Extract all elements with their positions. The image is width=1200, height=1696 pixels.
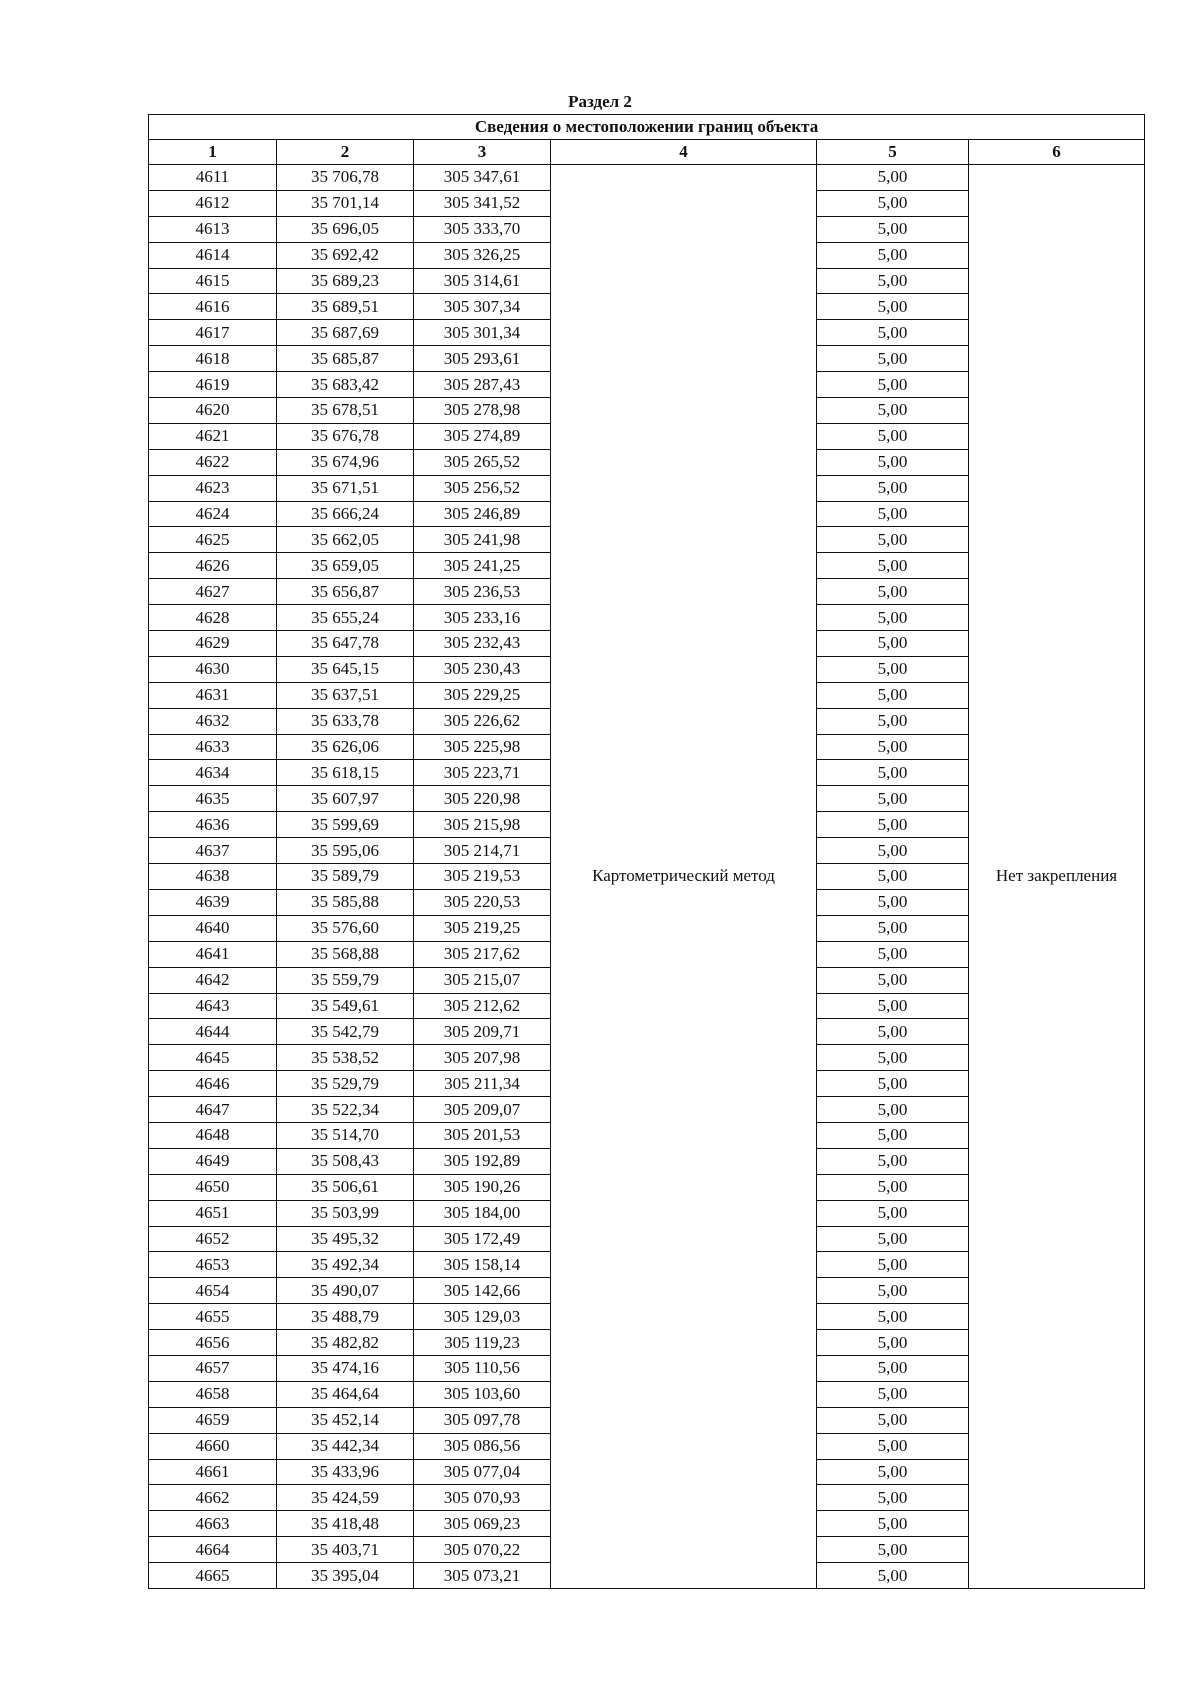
- coordinate-x: 35 492,34: [277, 1252, 414, 1278]
- accuracy-value: 5,00: [817, 864, 969, 890]
- accuracy-value: 5,00: [817, 268, 969, 294]
- point-number: 4663: [149, 1511, 277, 1537]
- accuracy-value: 5,00: [817, 1019, 969, 1045]
- accuracy-value: 5,00: [817, 967, 969, 993]
- coordinate-x: 35 538,52: [277, 1045, 414, 1071]
- point-number: 4625: [149, 527, 277, 553]
- accuracy-value: 5,00: [817, 1071, 969, 1097]
- coordinate-y: 305 246,89: [414, 501, 551, 527]
- point-number: 4637: [149, 838, 277, 864]
- point-number: 4646: [149, 1071, 277, 1097]
- coordinate-x: 35 503,99: [277, 1200, 414, 1226]
- accuracy-value: 5,00: [817, 423, 969, 449]
- accuracy-value: 5,00: [817, 1278, 969, 1304]
- point-number: 4627: [149, 579, 277, 605]
- coordinate-y: 305 229,25: [414, 682, 551, 708]
- point-number: 4664: [149, 1537, 277, 1563]
- accuracy-value: 5,00: [817, 1330, 969, 1356]
- accuracy-value: 5,00: [817, 1459, 969, 1485]
- point-number: 4612: [149, 190, 277, 216]
- coordinate-y: 305 142,66: [414, 1278, 551, 1304]
- coordinate-x: 35 488,79: [277, 1304, 414, 1330]
- point-number: 4659: [149, 1407, 277, 1433]
- table-body: [149, 165, 1145, 1589]
- coordinate-y: 305 097,78: [414, 1407, 551, 1433]
- coordinate-x: 35 559,79: [277, 967, 414, 993]
- coordinate-x: 35 647,78: [277, 631, 414, 657]
- coordinate-y: 305 232,43: [414, 631, 551, 657]
- coordinate-y: 305 207,98: [414, 1045, 551, 1071]
- accuracy-value: 5,00: [817, 449, 969, 475]
- column-number: 3: [414, 140, 551, 165]
- coordinate-y: 305 209,07: [414, 1097, 551, 1123]
- fixing-cell: Нет закрепления: [969, 165, 1145, 1589]
- coordinate-y: 305 293,61: [414, 346, 551, 372]
- point-number: 4640: [149, 915, 277, 941]
- coordinate-y: 305 225,98: [414, 734, 551, 760]
- accuracy-value: 5,00: [817, 1537, 969, 1563]
- point-number: 4653: [149, 1252, 277, 1278]
- coordinate-x: 35 495,32: [277, 1226, 414, 1252]
- coordinate-x: 35 701,14: [277, 190, 414, 216]
- coordinate-y: 305 201,53: [414, 1122, 551, 1148]
- coordinate-y: 305 069,23: [414, 1511, 551, 1537]
- accuracy-value: 5,00: [817, 579, 969, 605]
- coordinate-y: 305 215,98: [414, 812, 551, 838]
- coordinate-y: 305 265,52: [414, 449, 551, 475]
- coordinate-x: 35 618,15: [277, 760, 414, 786]
- point-number: 4650: [149, 1174, 277, 1200]
- coordinate-x: 35 433,96: [277, 1459, 414, 1485]
- column-number: 1: [149, 140, 277, 165]
- point-number: 4621: [149, 423, 277, 449]
- point-number: 4641: [149, 941, 277, 967]
- point-number: 4635: [149, 786, 277, 812]
- coordinate-y: 305 103,60: [414, 1381, 551, 1407]
- coordinate-x: 35 678,51: [277, 398, 414, 424]
- coordinate-y: 305 158,14: [414, 1252, 551, 1278]
- coordinate-x: 35 506,61: [277, 1174, 414, 1200]
- accuracy-value: 5,00: [817, 760, 969, 786]
- accuracy-value: 5,00: [817, 1252, 969, 1278]
- coordinate-x: 35 676,78: [277, 423, 414, 449]
- accuracy-value: 5,00: [817, 501, 969, 527]
- coordinate-x: 35 529,79: [277, 1071, 414, 1097]
- accuracy-value: 5,00: [817, 242, 969, 268]
- point-number: 4648: [149, 1122, 277, 1148]
- coordinate-y: 305 236,53: [414, 579, 551, 605]
- coordinate-x: 35 626,06: [277, 734, 414, 760]
- point-number: 4617: [149, 320, 277, 346]
- point-number: 4615: [149, 268, 277, 294]
- table-caption: Сведения о местоположении границ объекта: [149, 115, 1145, 140]
- coordinate-y: 305 278,98: [414, 398, 551, 424]
- coordinate-x: 35 514,70: [277, 1122, 414, 1148]
- accuracy-value: 5,00: [817, 216, 969, 242]
- coordinate-y: 305 314,61: [414, 268, 551, 294]
- point-number: 4631: [149, 682, 277, 708]
- accuracy-value: 5,00: [817, 1226, 969, 1252]
- coordinate-y: 305 219,53: [414, 864, 551, 890]
- coordinate-y: 305 119,23: [414, 1330, 551, 1356]
- coordinate-x: 35 696,05: [277, 216, 414, 242]
- coordinate-y: 305 073,21: [414, 1563, 551, 1589]
- point-number: 4619: [149, 372, 277, 398]
- coordinate-y: 305 241,98: [414, 527, 551, 553]
- point-number: 4616: [149, 294, 277, 320]
- coordinate-y: 305 219,25: [414, 915, 551, 941]
- coordinate-x: 35 599,69: [277, 812, 414, 838]
- coordinate-y: 305 184,00: [414, 1200, 551, 1226]
- coordinate-x: 35 633,78: [277, 708, 414, 734]
- point-number: 4630: [149, 656, 277, 682]
- coordinate-y: 305 326,25: [414, 242, 551, 268]
- accuracy-value: 5,00: [817, 812, 969, 838]
- coordinate-x: 35 637,51: [277, 682, 414, 708]
- accuracy-value: 5,00: [817, 1511, 969, 1537]
- accuracy-value: 5,00: [817, 786, 969, 812]
- point-number: 4618: [149, 346, 277, 372]
- coordinate-x: 35 589,79: [277, 864, 414, 890]
- accuracy-value: 5,00: [817, 941, 969, 967]
- coordinate-y: 305 256,52: [414, 475, 551, 501]
- point-number: 4647: [149, 1097, 277, 1123]
- point-number: 4622: [149, 449, 277, 475]
- coordinate-y: 305 347,61: [414, 165, 551, 191]
- accuracy-value: 5,00: [817, 1355, 969, 1381]
- coordinate-x: 35 464,64: [277, 1381, 414, 1407]
- coordinate-y: 305 220,98: [414, 786, 551, 812]
- point-number: 4655: [149, 1304, 277, 1330]
- accuracy-value: 5,00: [817, 320, 969, 346]
- accuracy-value: 5,00: [817, 708, 969, 734]
- column-number: 2: [277, 140, 414, 165]
- coordinate-x: 35 656,87: [277, 579, 414, 605]
- column-number: 5: [817, 140, 969, 165]
- coordinate-x: 35 655,24: [277, 605, 414, 631]
- accuracy-value: 5,00: [817, 993, 969, 1019]
- point-number: 4623: [149, 475, 277, 501]
- coordinate-y: 305 233,16: [414, 605, 551, 631]
- coordinate-x: 35 689,51: [277, 294, 414, 320]
- accuracy-value: 5,00: [817, 1122, 969, 1148]
- accuracy-value: 5,00: [817, 1381, 969, 1407]
- coordinate-y: 305 129,03: [414, 1304, 551, 1330]
- point-number: 4665: [149, 1563, 277, 1589]
- accuracy-value: 5,00: [817, 398, 969, 424]
- point-number: 4639: [149, 889, 277, 915]
- coordinate-x: 35 659,05: [277, 553, 414, 579]
- coordinate-y: 305 220,53: [414, 889, 551, 915]
- accuracy-value: 5,00: [817, 1200, 969, 1226]
- coordinate-y: 305 214,71: [414, 838, 551, 864]
- coordinate-y: 305 333,70: [414, 216, 551, 242]
- coordinate-x: 35 568,88: [277, 941, 414, 967]
- point-number: 4652: [149, 1226, 277, 1252]
- point-number: 4662: [149, 1485, 277, 1511]
- coordinate-y: 305 226,62: [414, 708, 551, 734]
- coordinate-x: 35 490,07: [277, 1278, 414, 1304]
- coordinate-x: 35 522,34: [277, 1097, 414, 1123]
- point-number: 4661: [149, 1459, 277, 1485]
- boundary-coordinates-table: [148, 114, 1145, 1589]
- coordinate-x: 35 542,79: [277, 1019, 414, 1045]
- accuracy-value: 5,00: [817, 165, 969, 191]
- coordinate-x: 35 595,06: [277, 838, 414, 864]
- coordinate-x: 35 687,69: [277, 320, 414, 346]
- coordinate-x: 35 418,48: [277, 1511, 414, 1537]
- point-number: 4632: [149, 708, 277, 734]
- coordinate-y: 305 241,25: [414, 553, 551, 579]
- point-number: 4636: [149, 812, 277, 838]
- accuracy-value: 5,00: [817, 734, 969, 760]
- coordinate-x: 35 424,59: [277, 1485, 414, 1511]
- coordinate-y: 305 230,43: [414, 656, 551, 682]
- coordinate-x: 35 645,15: [277, 656, 414, 682]
- accuracy-value: 5,00: [817, 294, 969, 320]
- coordinate-x: 35 674,96: [277, 449, 414, 475]
- section-title: Раздел 2: [568, 92, 632, 111]
- coordinate-y: 305 190,26: [414, 1174, 551, 1200]
- coordinate-x: 35 706,78: [277, 165, 414, 191]
- point-number: 4645: [149, 1045, 277, 1071]
- coordinate-y: 305 209,71: [414, 1019, 551, 1045]
- accuracy-value: 5,00: [817, 1148, 969, 1174]
- point-number: 4611: [149, 165, 277, 191]
- coordinate-x: 35 403,71: [277, 1537, 414, 1563]
- coordinate-y: 305 287,43: [414, 372, 551, 398]
- accuracy-value: 5,00: [817, 605, 969, 631]
- accuracy-value: 5,00: [817, 1304, 969, 1330]
- coordinate-x: 35 683,42: [277, 372, 414, 398]
- accuracy-value: 5,00: [817, 631, 969, 657]
- method-cell: Картометрический метод: [551, 165, 817, 1589]
- coordinate-x: 35 576,60: [277, 915, 414, 941]
- coordinate-y: 305 301,34: [414, 320, 551, 346]
- coordinate-y: 305 172,49: [414, 1226, 551, 1252]
- column-number: 4: [551, 140, 817, 165]
- coordinate-x: 35 395,04: [277, 1563, 414, 1589]
- coordinate-x: 35 508,43: [277, 1148, 414, 1174]
- point-number: 4654: [149, 1278, 277, 1304]
- point-number: 4633: [149, 734, 277, 760]
- coordinate-x: 35 666,24: [277, 501, 414, 527]
- coordinate-y: 305 212,62: [414, 993, 551, 1019]
- coordinate-x: 35 662,05: [277, 527, 414, 553]
- accuracy-value: 5,00: [817, 656, 969, 682]
- coordinate-x: 35 671,51: [277, 475, 414, 501]
- point-number: 4649: [149, 1148, 277, 1174]
- point-number: 4651: [149, 1200, 277, 1226]
- coordinate-y: 305 217,62: [414, 941, 551, 967]
- accuracy-value: 5,00: [817, 1407, 969, 1433]
- coordinate-x: 35 585,88: [277, 889, 414, 915]
- coordinate-y: 305 215,07: [414, 967, 551, 993]
- coordinate-y: 305 077,04: [414, 1459, 551, 1485]
- accuracy-value: 5,00: [817, 372, 969, 398]
- coordinate-y: 305 070,22: [414, 1537, 551, 1563]
- point-number: 4624: [149, 501, 277, 527]
- point-number: 4638: [149, 864, 277, 890]
- accuracy-value: 5,00: [817, 1563, 969, 1589]
- accuracy-value: 5,00: [817, 346, 969, 372]
- accuracy-value: 5,00: [817, 527, 969, 553]
- accuracy-value: 5,00: [817, 1174, 969, 1200]
- accuracy-value: 5,00: [817, 1485, 969, 1511]
- point-number: 4657: [149, 1355, 277, 1381]
- point-number: 4629: [149, 631, 277, 657]
- coordinate-x: 35 685,87: [277, 346, 414, 372]
- accuracy-value: 5,00: [817, 1433, 969, 1459]
- point-number: 4644: [149, 1019, 277, 1045]
- point-number: 4620: [149, 398, 277, 424]
- column-number-row: [149, 140, 1145, 165]
- coordinate-x: 35 452,14: [277, 1407, 414, 1433]
- coordinate-x: 35 607,97: [277, 786, 414, 812]
- point-number: 4628: [149, 605, 277, 631]
- coordinate-y: 305 086,56: [414, 1433, 551, 1459]
- coordinate-x: 35 549,61: [277, 993, 414, 1019]
- column-number: 6: [969, 140, 1145, 165]
- point-number: 4642: [149, 967, 277, 993]
- point-number: 4614: [149, 242, 277, 268]
- coordinate-x: 35 692,42: [277, 242, 414, 268]
- accuracy-value: 5,00: [817, 475, 969, 501]
- point-number: 4626: [149, 553, 277, 579]
- accuracy-value: 5,00: [817, 915, 969, 941]
- coordinate-y: 305 307,34: [414, 294, 551, 320]
- table-row: [149, 165, 1145, 191]
- coordinate-y: 305 223,71: [414, 760, 551, 786]
- coordinate-y: 305 274,89: [414, 423, 551, 449]
- point-number: 4656: [149, 1330, 277, 1356]
- coordinate-y: 305 070,93: [414, 1485, 551, 1511]
- coordinate-x: 35 689,23: [277, 268, 414, 294]
- coordinate-y: 305 192,89: [414, 1148, 551, 1174]
- accuracy-value: 5,00: [817, 682, 969, 708]
- coordinate-x: 35 442,34: [277, 1433, 414, 1459]
- coordinate-y: 305 110,56: [414, 1355, 551, 1381]
- coordinate-x: 35 474,16: [277, 1355, 414, 1381]
- accuracy-value: 5,00: [817, 553, 969, 579]
- point-number: 4658: [149, 1381, 277, 1407]
- accuracy-value: 5,00: [817, 889, 969, 915]
- coordinate-y: 305 341,52: [414, 190, 551, 216]
- coordinate-y: 305 211,34: [414, 1071, 551, 1097]
- accuracy-value: 5,00: [817, 1097, 969, 1123]
- accuracy-value: 5,00: [817, 190, 969, 216]
- point-number: 4660: [149, 1433, 277, 1459]
- point-number: 4613: [149, 216, 277, 242]
- accuracy-value: 5,00: [817, 1045, 969, 1071]
- coordinate-x: 35 482,82: [277, 1330, 414, 1356]
- accuracy-value: 5,00: [817, 838, 969, 864]
- point-number: 4634: [149, 760, 277, 786]
- point-number: 4643: [149, 993, 277, 1019]
